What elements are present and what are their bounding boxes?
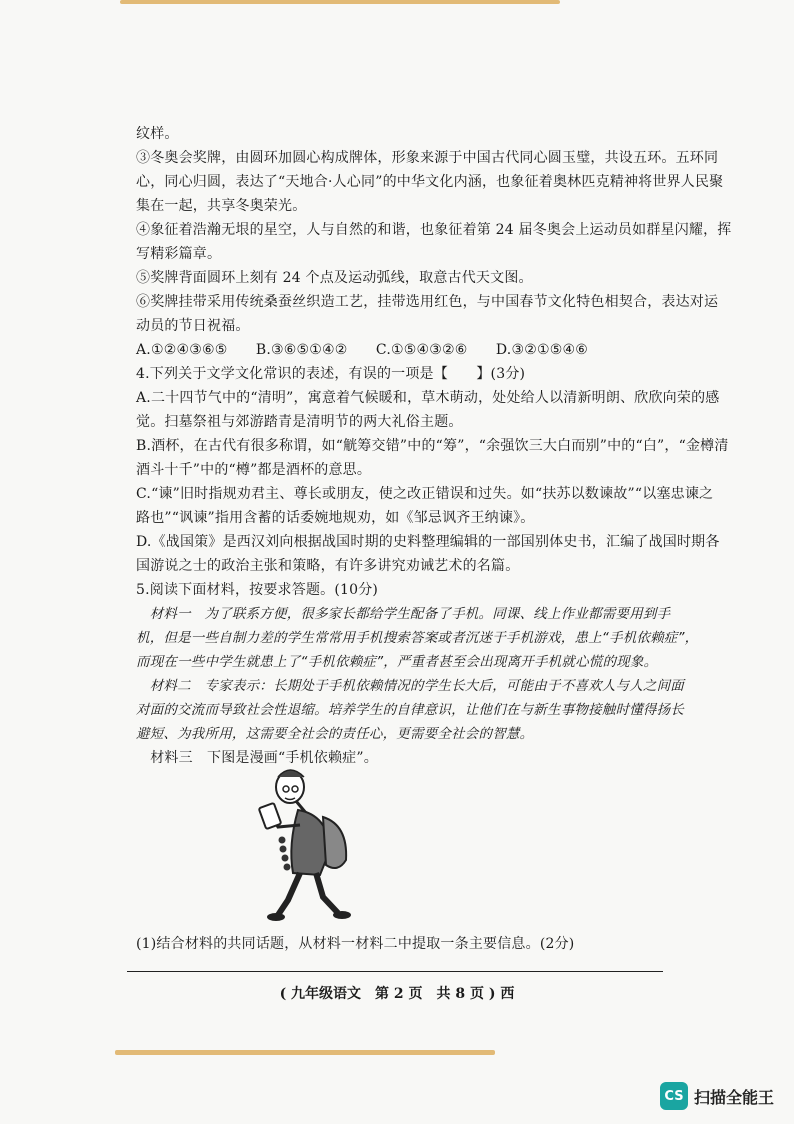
text-line-l18: D.《战国策》是西汉刘向根据战国时期的史料整理编辑的一部国别体史书，汇编了战国时期各: [136, 534, 720, 550]
camscanner-label: 扫描全能王: [694, 1087, 775, 1107]
text-line-l23: 而现在一些中学生就患上了“手机依赖症”，严重者甚至会出现离开手机就心慌的现象。: [136, 654, 658, 670]
text-line-l10: A.①②④③⑥⑤ B.③⑥⑤①④② C.①⑤④③②⑥ D.③②①⑤④⑥: [136, 342, 588, 358]
camscanner-badge: [660, 1082, 774, 1110]
text-line-l22: 机，但是一些自制力差的学生常常用手机搜索答案或者沉迷于手机游戏，患上“手机依赖症”，: [136, 630, 699, 646]
text-line-l04: 集在一起，共享冬奥荣光。: [136, 198, 307, 214]
text-line-l19: 国游说之士的政治主张和策略，有许多讲究劝诫艺术的名篇。: [136, 558, 520, 574]
text-line-l01: 纹样。: [136, 126, 179, 142]
text-line-l26: 避短、为我所用，这需要全社会的责任心，更需要全社会的智慧。: [136, 726, 534, 742]
text-line-l16: C.“谏”旧时指规劝君主、尊长或朋友，使之改正错误和过失。如“扶苏以数谏故”“以塞忠谏之: [136, 486, 714, 502]
text-line-l06: 写精彩篇章。: [136, 246, 222, 262]
page-footer: ( 九年级语文 第 2 页 共 8 页 ) 西: [279, 986, 515, 1002]
text-line-l27: 材料三 下图是漫画“手机依赖症”。: [136, 750, 378, 766]
text-line-l07: ⑤奖牌背面圆环上刻有 24 个点及运动弧线，取意古代天文图。: [136, 270, 533, 286]
text-line-l12: A.二十四节气中的“清明”，寓意着气候暖和，草木萌动，处处给人以清新明朗、欣欣向荣的感: [136, 390, 720, 406]
text-line-l24: 材料二 专家表示：长期处于手机依赖情况的学生长大后，可能由于不喜欢人与人之间面: [136, 678, 684, 694]
text-line-l11: 4.下列关于文学文化常识的表述，有误的一项是【 】(3分): [136, 366, 526, 382]
text-line-l17: 路也”“讽谏”指用含蓄的话委婉地规劝，如《邹忌讽齐王纳谏》。: [136, 510, 535, 526]
text-line-l09: 动员的节日祝福。: [136, 318, 250, 334]
text-line-l13: 觉。扫墓祭祖与郊游踏青是清明节的两大礼俗主题。: [136, 414, 463, 430]
text-line-l20: 5.阅读下面材料，按要求答题。(10分): [136, 582, 379, 598]
text-line-l15: 酒斗十千”中的“樽”都是酒杯的意思。: [136, 462, 372, 478]
text-line-l25: 对面的交流而导致社会性退缩。培养学生的自律意识，让他们在与新生事物接触时懂得扬长: [136, 702, 684, 718]
text-line-l02: ③冬奥会奖牌，由圆环加圆心构成牌体，形象来源于中国古代同心圆玉璧，共设五环。五环同: [136, 150, 719, 166]
footer-rule: [127, 971, 663, 972]
text-line-l21: 材料一 为了联系方便，很多家长都给学生配备了手机。同课、线上作业都需要用到手: [136, 606, 671, 622]
text-line-l03: 心，同心归圆，表达了“天地合·人心同”的中华文化内涵，也象征着奥林匹克精神将世界人民聚: [136, 174, 724, 190]
text-line-l14: B.酒杯，在古代有很多称谓，如“觥筹交错”中的“筹”，“余强饮三大白而别”中的“白”，“金樽清: [136, 438, 729, 454]
text-line-l08: ⑥奖牌挂带采用传统桑蚕丝织造工艺，挂带选用红色，与中国春节文化特色相契合，表达对运: [136, 294, 719, 310]
text-line-l05: ④象征着浩瀚无垠的星空，人与自然的和谐，也象征着第 24 届冬奥会上运动员如群星闪耀，挥: [136, 222, 732, 238]
text-line-l28: (1)结合材料的共同话题，从材料一材料二中提取一条主要信息。(2分): [136, 936, 575, 952]
cartoon-phone-addiction-illustration: [248, 765, 363, 925]
camscanner-logo-icon: CS: [660, 1082, 688, 1110]
